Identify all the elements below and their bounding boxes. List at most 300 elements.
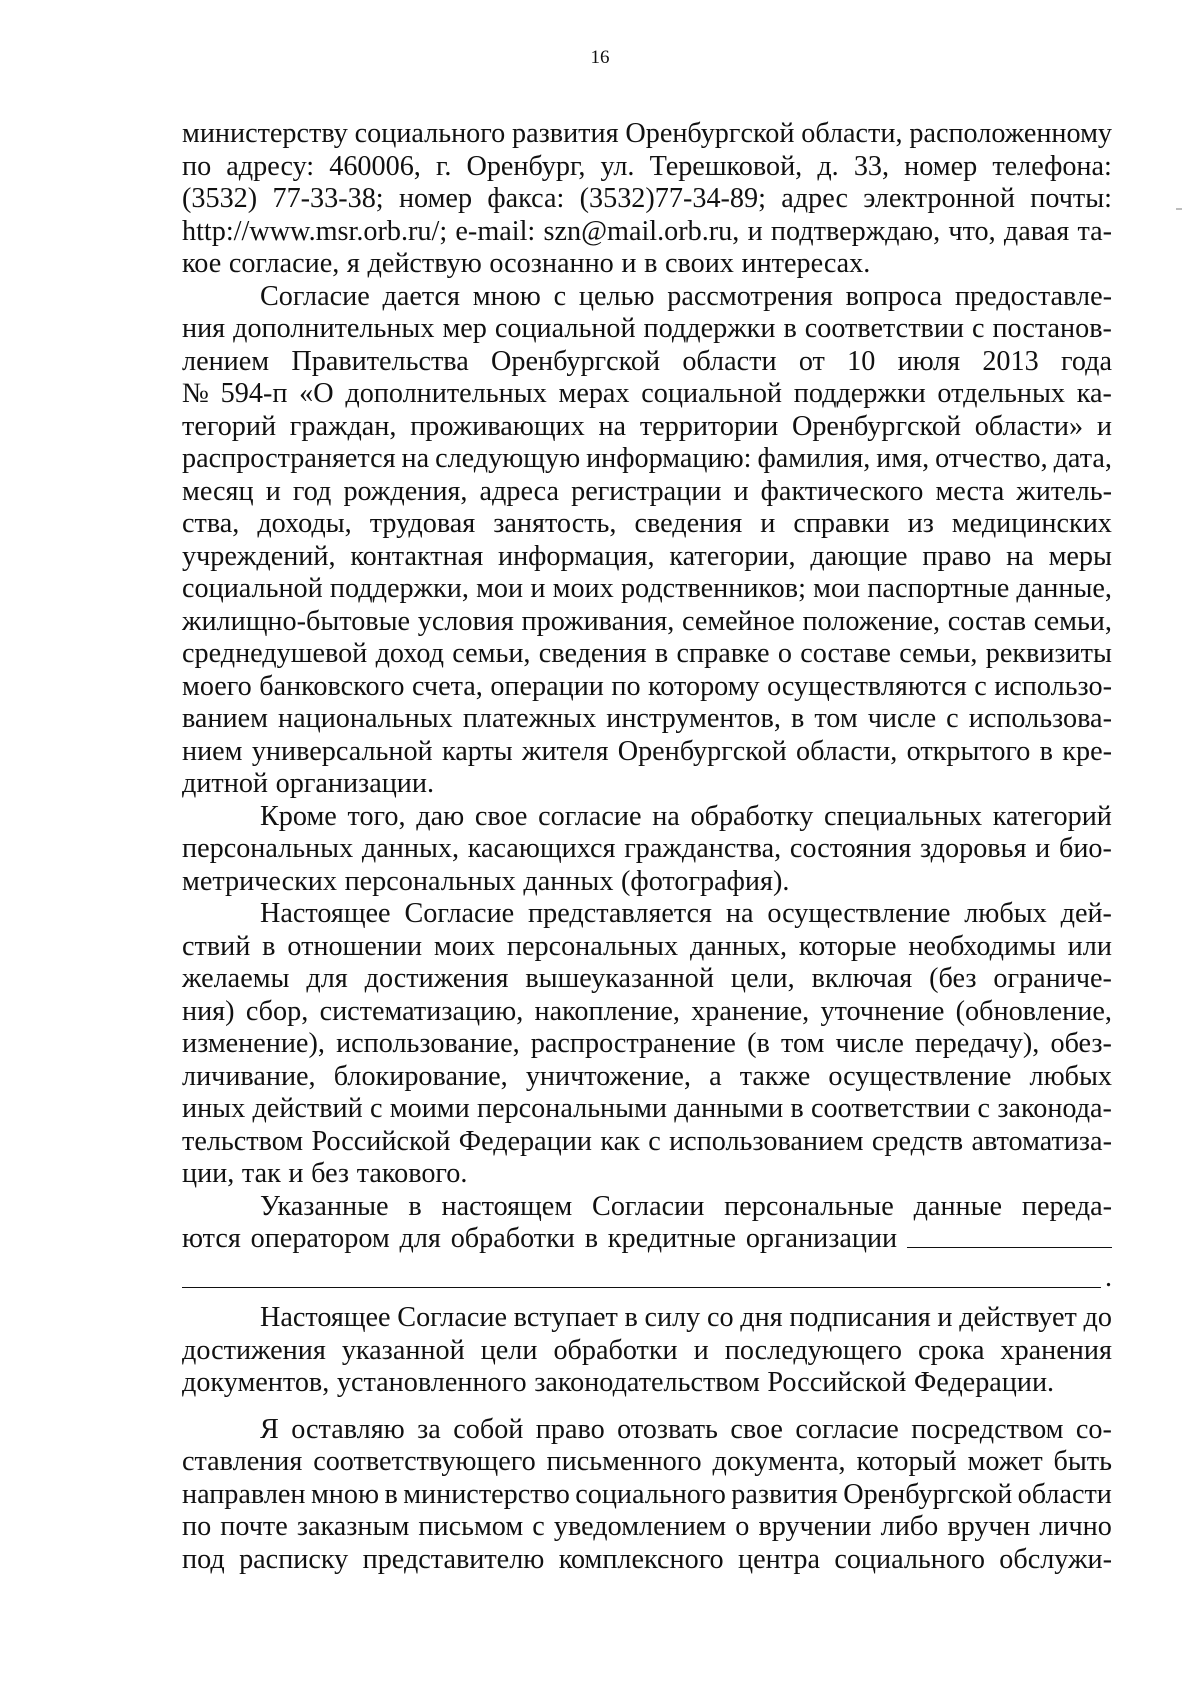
word: семьи, — [452, 638, 531, 669]
word: жилищно-бытовые — [182, 605, 411, 637]
word: 594-п — [220, 378, 288, 409]
word: фактического — [760, 475, 924, 507]
word: мною — [472, 280, 541, 312]
word: дается — [382, 280, 460, 312]
word: Правительства — [291, 345, 469, 377]
word: предоставле- — [954, 280, 1112, 312]
word: справки — [793, 508, 890, 539]
word: в — [1039, 735, 1053, 767]
word: настоящем — [441, 1190, 573, 1222]
word: номер — [398, 183, 473, 214]
word: мер — [442, 313, 487, 344]
word: вопроса — [845, 280, 943, 312]
word: достижения — [182, 1334, 326, 1366]
word: лично — [1039, 1511, 1112, 1542]
word: письменного — [546, 1446, 702, 1477]
word: сведения — [538, 638, 647, 669]
word: по — [611, 670, 641, 702]
word: письмом — [418, 1511, 524, 1542]
word: социального — [354, 118, 506, 149]
word: месяц — [182, 475, 254, 507]
word: развития — [512, 118, 619, 149]
word: накопление, — [534, 995, 680, 1027]
word: Оренбургской — [625, 118, 795, 149]
word: Согласие — [260, 280, 370, 312]
text-line — [182, 866, 1112, 899]
word: дей- — [1060, 898, 1112, 929]
text-line — [182, 898, 1112, 931]
text-line — [182, 281, 1112, 314]
word: szn@mail.orb.ru, — [543, 215, 740, 247]
word: среднедушевой — [182, 638, 368, 669]
word: мои — [476, 573, 524, 604]
word: уведомлением — [553, 1511, 727, 1542]
word: медицинских — [951, 508, 1112, 539]
text-line — [182, 573, 1112, 606]
word: до — [1083, 1302, 1112, 1333]
text-line — [182, 703, 1112, 736]
word: том — [781, 1028, 825, 1059]
text-line — [182, 118, 1112, 151]
word: 2013 — [982, 345, 1039, 377]
word: блокирование, — [333, 1060, 508, 1092]
word: подписания — [789, 1302, 931, 1333]
word: который — [856, 1446, 957, 1477]
word: мерах — [558, 378, 630, 409]
word: использова- — [968, 703, 1112, 734]
word: передачу), — [915, 1028, 1040, 1059]
text-line — [182, 151, 1112, 184]
word: социального — [834, 1543, 985, 1575]
word: с — [648, 1125, 661, 1157]
word: адрес — [781, 183, 848, 214]
word: гражданства, — [624, 833, 782, 864]
word: расписку — [239, 1543, 349, 1575]
document-body — [182, 118, 1112, 1576]
word: кре- — [1062, 735, 1112, 767]
word: условия — [417, 605, 514, 637]
word: ния — [182, 313, 226, 344]
word: персональных — [182, 833, 354, 864]
word: почте — [220, 1511, 288, 1542]
word: ства, — [182, 508, 240, 539]
word: расположенному — [909, 118, 1112, 149]
word: как — [600, 1125, 640, 1157]
word: г. — [435, 150, 452, 182]
word: области» — [974, 410, 1084, 442]
word: в — [790, 703, 805, 734]
fill-in-blank[interactable] — [907, 1223, 1112, 1248]
word: № — [182, 378, 209, 409]
word: категории, — [669, 540, 796, 572]
word: представляется — [528, 898, 713, 929]
word: направлен — [182, 1478, 306, 1510]
word: социальной — [182, 573, 323, 604]
text-line — [182, 346, 1112, 379]
word: персональные — [724, 1190, 894, 1222]
word: факса: — [487, 183, 565, 214]
text-line — [182, 1544, 1112, 1577]
word: со- — [1075, 1413, 1112, 1445]
text-line — [182, 1446, 1112, 1479]
text-line — [182, 1223, 1112, 1256]
word: соответствующего — [313, 1446, 536, 1477]
word: нием — [182, 735, 243, 767]
word: кредитные — [607, 1223, 737, 1254]
word: числе — [835, 1028, 904, 1059]
word: и — [1035, 833, 1051, 864]
word: своих — [665, 248, 734, 279]
word: e-mail: — [455, 215, 536, 247]
word: области, — [796, 735, 898, 767]
word: доходы, — [257, 508, 352, 539]
line-end-period: . — [1104, 1262, 1112, 1293]
word: центра — [738, 1543, 820, 1575]
text-line — [182, 1302, 1112, 1335]
word: Я — [260, 1413, 279, 1445]
word: национальных — [278, 703, 453, 734]
word: и — [733, 475, 749, 507]
word: социального — [575, 1478, 726, 1510]
word: житель- — [1016, 475, 1112, 507]
word: использо- — [994, 670, 1112, 702]
word: касающихся — [467, 833, 616, 864]
word: трудовая — [369, 508, 476, 539]
word: для — [306, 963, 348, 994]
word: граждан, — [289, 410, 397, 442]
word: силу — [644, 1302, 701, 1333]
word: адресу: — [226, 150, 315, 182]
word: срока — [918, 1334, 985, 1366]
word: достижения — [364, 963, 509, 994]
word: сведения — [634, 508, 743, 539]
word: по — [182, 150, 212, 182]
word: постанов- — [992, 313, 1112, 344]
word: право — [922, 540, 992, 572]
word: Настоящее — [260, 1302, 391, 1333]
word: вступает — [513, 1302, 618, 1333]
text-line — [182, 736, 1112, 769]
word: категорий — [992, 800, 1112, 832]
word: на — [401, 443, 430, 474]
word: обработки — [553, 1334, 678, 1366]
word: Терешковой, — [649, 150, 803, 182]
fill-in-line[interactable] — [182, 1256, 1112, 1293]
word: «О — [299, 378, 334, 409]
word: платежных — [462, 703, 597, 734]
word: с — [977, 1093, 991, 1124]
word: меры — [1048, 540, 1112, 572]
word: обработки — [450, 1223, 575, 1254]
word: справке — [676, 638, 770, 669]
word: с — [971, 313, 985, 344]
word: установленного — [336, 1367, 527, 1398]
word: числе — [867, 703, 937, 734]
word: так — [241, 1158, 281, 1189]
word: области — [682, 345, 777, 377]
word: Согласие — [404, 898, 515, 929]
word: социальной — [494, 313, 636, 344]
word: данных, — [689, 930, 788, 962]
word: целью — [578, 280, 655, 312]
word: дополнительных — [345, 378, 547, 409]
word: вручен — [947, 1511, 1031, 1542]
word: здоровья — [920, 833, 1027, 864]
word: области, — [801, 118, 903, 149]
text-line — [182, 606, 1112, 639]
word: электронной — [863, 183, 1015, 214]
word: тельством — [182, 1125, 304, 1157]
word: и — [530, 573, 546, 604]
word: Российской — [311, 1125, 451, 1157]
word: (фотография). — [621, 865, 790, 897]
word: развития — [731, 1478, 838, 1510]
word: распространяется — [182, 443, 396, 474]
text-line — [182, 476, 1112, 509]
word: следующую — [435, 443, 581, 474]
word: ка- — [1076, 378, 1112, 409]
word: занятость, — [493, 508, 617, 539]
word: в — [644, 248, 658, 279]
word: мною — [310, 1478, 380, 1510]
word: мои — [813, 573, 861, 604]
word: паспортные — [867, 573, 1010, 604]
word: осознанно — [489, 248, 614, 279]
word: или — [1067, 930, 1112, 962]
word: может — [967, 1446, 1043, 1477]
word: операции — [490, 670, 604, 702]
word: согласие, — [228, 248, 340, 279]
text-line — [182, 1511, 1112, 1544]
word: изменение), — [182, 1028, 325, 1059]
word: на — [725, 898, 754, 929]
word: (обновление, — [955, 995, 1112, 1027]
word: осуществление — [828, 1060, 1012, 1092]
word: о — [777, 638, 792, 669]
word: интересах. — [741, 248, 871, 279]
text-line — [182, 1061, 1112, 1094]
word: семьи, — [899, 638, 978, 669]
word: проживания, — [521, 605, 675, 637]
word: а — [709, 1060, 722, 1092]
word: давая — [1003, 215, 1070, 247]
word: карты — [441, 735, 513, 767]
word: и — [693, 1334, 709, 1366]
word: моего — [182, 670, 252, 702]
word: ции, — [182, 1158, 235, 1189]
word: 77-33-38; — [272, 183, 384, 214]
word: метрических — [182, 865, 337, 897]
word: автоматиза- — [971, 1125, 1112, 1157]
word: номер — [904, 150, 978, 182]
word: Федерации — [458, 1125, 592, 1157]
word: рождения, — [343, 475, 468, 507]
word: 33, — [853, 150, 890, 182]
word: что, — [948, 215, 996, 247]
word: с — [946, 703, 959, 734]
word: учреждений, — [182, 540, 336, 572]
word: в — [384, 1478, 398, 1510]
word: области — [1017, 1478, 1112, 1510]
word: желаемы — [182, 963, 290, 994]
word: вышеуказанной — [525, 963, 714, 994]
word: рассмотрения — [667, 280, 833, 312]
word: та- — [1077, 215, 1112, 247]
word: данные — [913, 1190, 1003, 1222]
word: (3532)77-34-89; — [579, 183, 766, 214]
word: соответствии — [811, 1093, 971, 1124]
word: и — [937, 1302, 953, 1333]
word: год — [292, 475, 332, 507]
word: которому — [648, 670, 760, 702]
word: с — [553, 280, 567, 312]
word: Кроме — [260, 800, 337, 832]
word: инструментов, — [606, 703, 781, 734]
word: обез- — [1050, 1028, 1112, 1059]
word: обслужи- — [999, 1543, 1112, 1575]
word: поддержки — [643, 313, 776, 344]
text-line — [182, 183, 1112, 216]
word: с — [532, 1511, 545, 1542]
underline-blank[interactable] — [182, 1267, 1101, 1288]
word: дитной — [182, 768, 269, 799]
word: подтверждаю, — [770, 215, 941, 247]
word: и — [288, 1158, 304, 1189]
word: жителя — [522, 735, 609, 767]
word: контактная — [350, 540, 484, 572]
text-line — [182, 963, 1112, 996]
word: доход — [375, 638, 444, 669]
word: систематизацию, — [319, 995, 524, 1027]
word: право — [535, 1413, 605, 1445]
word: в — [408, 1190, 422, 1222]
word: Согласии — [592, 1190, 705, 1222]
word: по — [182, 1511, 212, 1542]
word: данных — [523, 865, 614, 897]
word: действий — [252, 1093, 363, 1124]
word: использованием — [669, 1125, 864, 1157]
text-line — [182, 1414, 1112, 1447]
word: также — [739, 1060, 811, 1092]
word: том — [814, 703, 858, 734]
text-line — [182, 1158, 1112, 1191]
word: специальных — [824, 800, 983, 832]
word: дополнительных — [233, 313, 435, 344]
word: ются — [182, 1223, 241, 1254]
word: http://www.msr.orb.ru/; — [182, 215, 448, 247]
word: ул. — [600, 150, 635, 182]
word: без — [311, 1158, 350, 1189]
text-line — [182, 1028, 1112, 1061]
word: комплексного — [558, 1543, 724, 1575]
word: регистрации — [571, 475, 722, 507]
word: из — [907, 508, 934, 539]
word: Оренбургской — [843, 1478, 1013, 1510]
word: ограниче- — [993, 963, 1112, 994]
word: министерству — [182, 118, 348, 149]
word: законодательством — [534, 1367, 760, 1398]
word: состояния — [789, 833, 912, 864]
word: места — [935, 475, 1005, 507]
word: моих — [433, 930, 496, 962]
word: за — [417, 1413, 441, 1445]
word: представителю — [362, 1543, 545, 1575]
word: положение, — [802, 605, 941, 637]
paragraph-gap — [182, 1400, 1112, 1414]
word: лением — [182, 345, 270, 377]
word: указанной — [341, 1334, 465, 1366]
word: поддержки, — [329, 573, 469, 604]
word: (в — [747, 1028, 770, 1059]
word: хранения — [1000, 1334, 1112, 1366]
word: Оренбург, — [466, 150, 586, 182]
word: в — [584, 1223, 598, 1254]
page-number: 16 — [590, 47, 610, 68]
word: свое — [730, 1413, 783, 1445]
text-line — [182, 508, 1112, 541]
word: министерство — [403, 1478, 570, 1510]
word: документа, — [712, 1446, 846, 1477]
word: ния) — [182, 995, 235, 1027]
word: телефона: — [992, 150, 1112, 182]
word: информацию: — [586, 443, 752, 474]
text-line — [182, 248, 1112, 281]
word: счета, — [411, 670, 483, 702]
word: документов, — [182, 1367, 330, 1398]
word: и — [747, 215, 763, 247]
word: данные, — [1016, 573, 1112, 604]
text-line — [182, 411, 1112, 444]
word: информация, — [498, 540, 655, 572]
text-line — [182, 541, 1112, 574]
word: даю — [416, 800, 465, 832]
word: оператором — [250, 1223, 390, 1254]
word: использование, — [336, 1028, 520, 1059]
word: Оренбургской — [617, 735, 787, 767]
word: дающие — [810, 540, 908, 572]
word: вручении — [758, 1511, 872, 1542]
word: и — [621, 248, 637, 279]
paragraph-gap — [182, 1288, 1112, 1302]
word: года — [1060, 345, 1112, 377]
word: распространение — [530, 1028, 736, 1059]
word: поддержки — [793, 378, 926, 409]
word: персональных — [344, 865, 516, 897]
word: в — [790, 1093, 804, 1124]
word: согласие — [795, 1413, 899, 1445]
word: от — [798, 345, 825, 377]
text-line — [182, 1191, 1112, 1224]
word: (без — [929, 963, 977, 994]
text-line — [182, 1126, 1112, 1159]
word: с — [974, 670, 987, 702]
word: осуществление — [767, 898, 951, 929]
word: отозвать — [617, 1413, 718, 1445]
word: посредством — [911, 1413, 1064, 1445]
word: и — [760, 508, 776, 539]
word: последующего — [724, 1334, 902, 1366]
word: включая — [811, 963, 913, 994]
text-line — [182, 768, 1112, 801]
word: цели — [480, 1334, 538, 1366]
word: имя, — [876, 443, 930, 474]
text-line — [182, 1479, 1112, 1512]
word: действует — [959, 1302, 1077, 1333]
word: и — [265, 475, 281, 507]
word: Указанные — [260, 1190, 389, 1222]
word: со — [706, 1302, 734, 1333]
word: ванием — [182, 703, 268, 734]
